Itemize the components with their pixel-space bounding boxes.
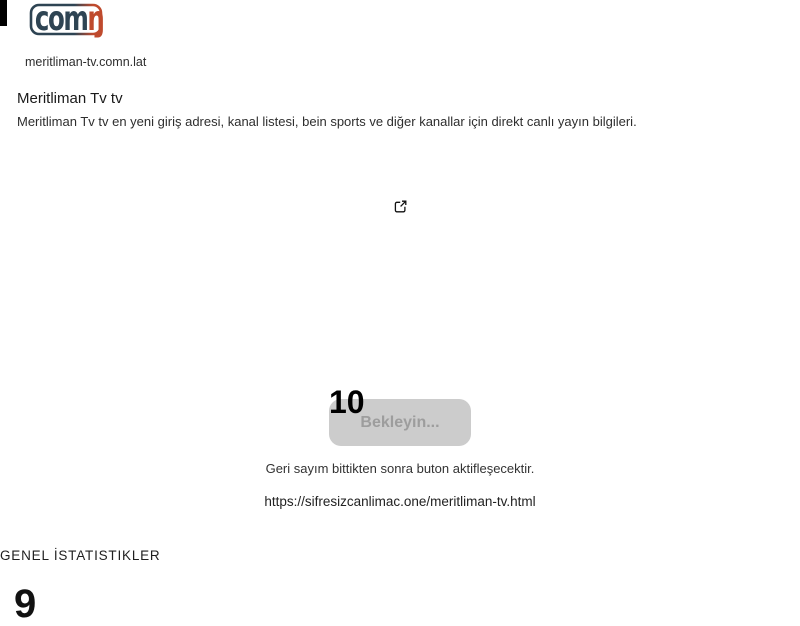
stats-heading: GENEL İSTATISTIKLER xyxy=(0,548,161,563)
countdown-note: Geri sayım bittikten sonra buton aktifleşecektir. xyxy=(265,461,535,476)
page-description: Meritliman Tv tv en yeni giriş adresi, kanal listesi, bein sports ve diğer kanallar için direkt canlı yayın bilgileri. xyxy=(17,114,637,129)
black-edge-bar xyxy=(0,0,7,26)
logo-text xyxy=(35,0,103,38)
countdown-number: 10 xyxy=(329,384,365,420)
stats-partial-number: 9 xyxy=(14,582,37,626)
wait-button[interactable]: Bekleyin... xyxy=(329,399,471,446)
target-url-link[interactable]: https://sifresizcanlimac.one/meritliman-tv.html xyxy=(264,494,536,509)
site-logo[interactable] xyxy=(27,2,107,50)
domain-label: meritliman-tv.comn.lat xyxy=(25,55,147,69)
page-title: Meritliman Tv tv xyxy=(17,90,123,107)
svg-text:comŋ: comŋ xyxy=(34,0,104,39)
external-link-icon[interactable] xyxy=(394,200,407,213)
